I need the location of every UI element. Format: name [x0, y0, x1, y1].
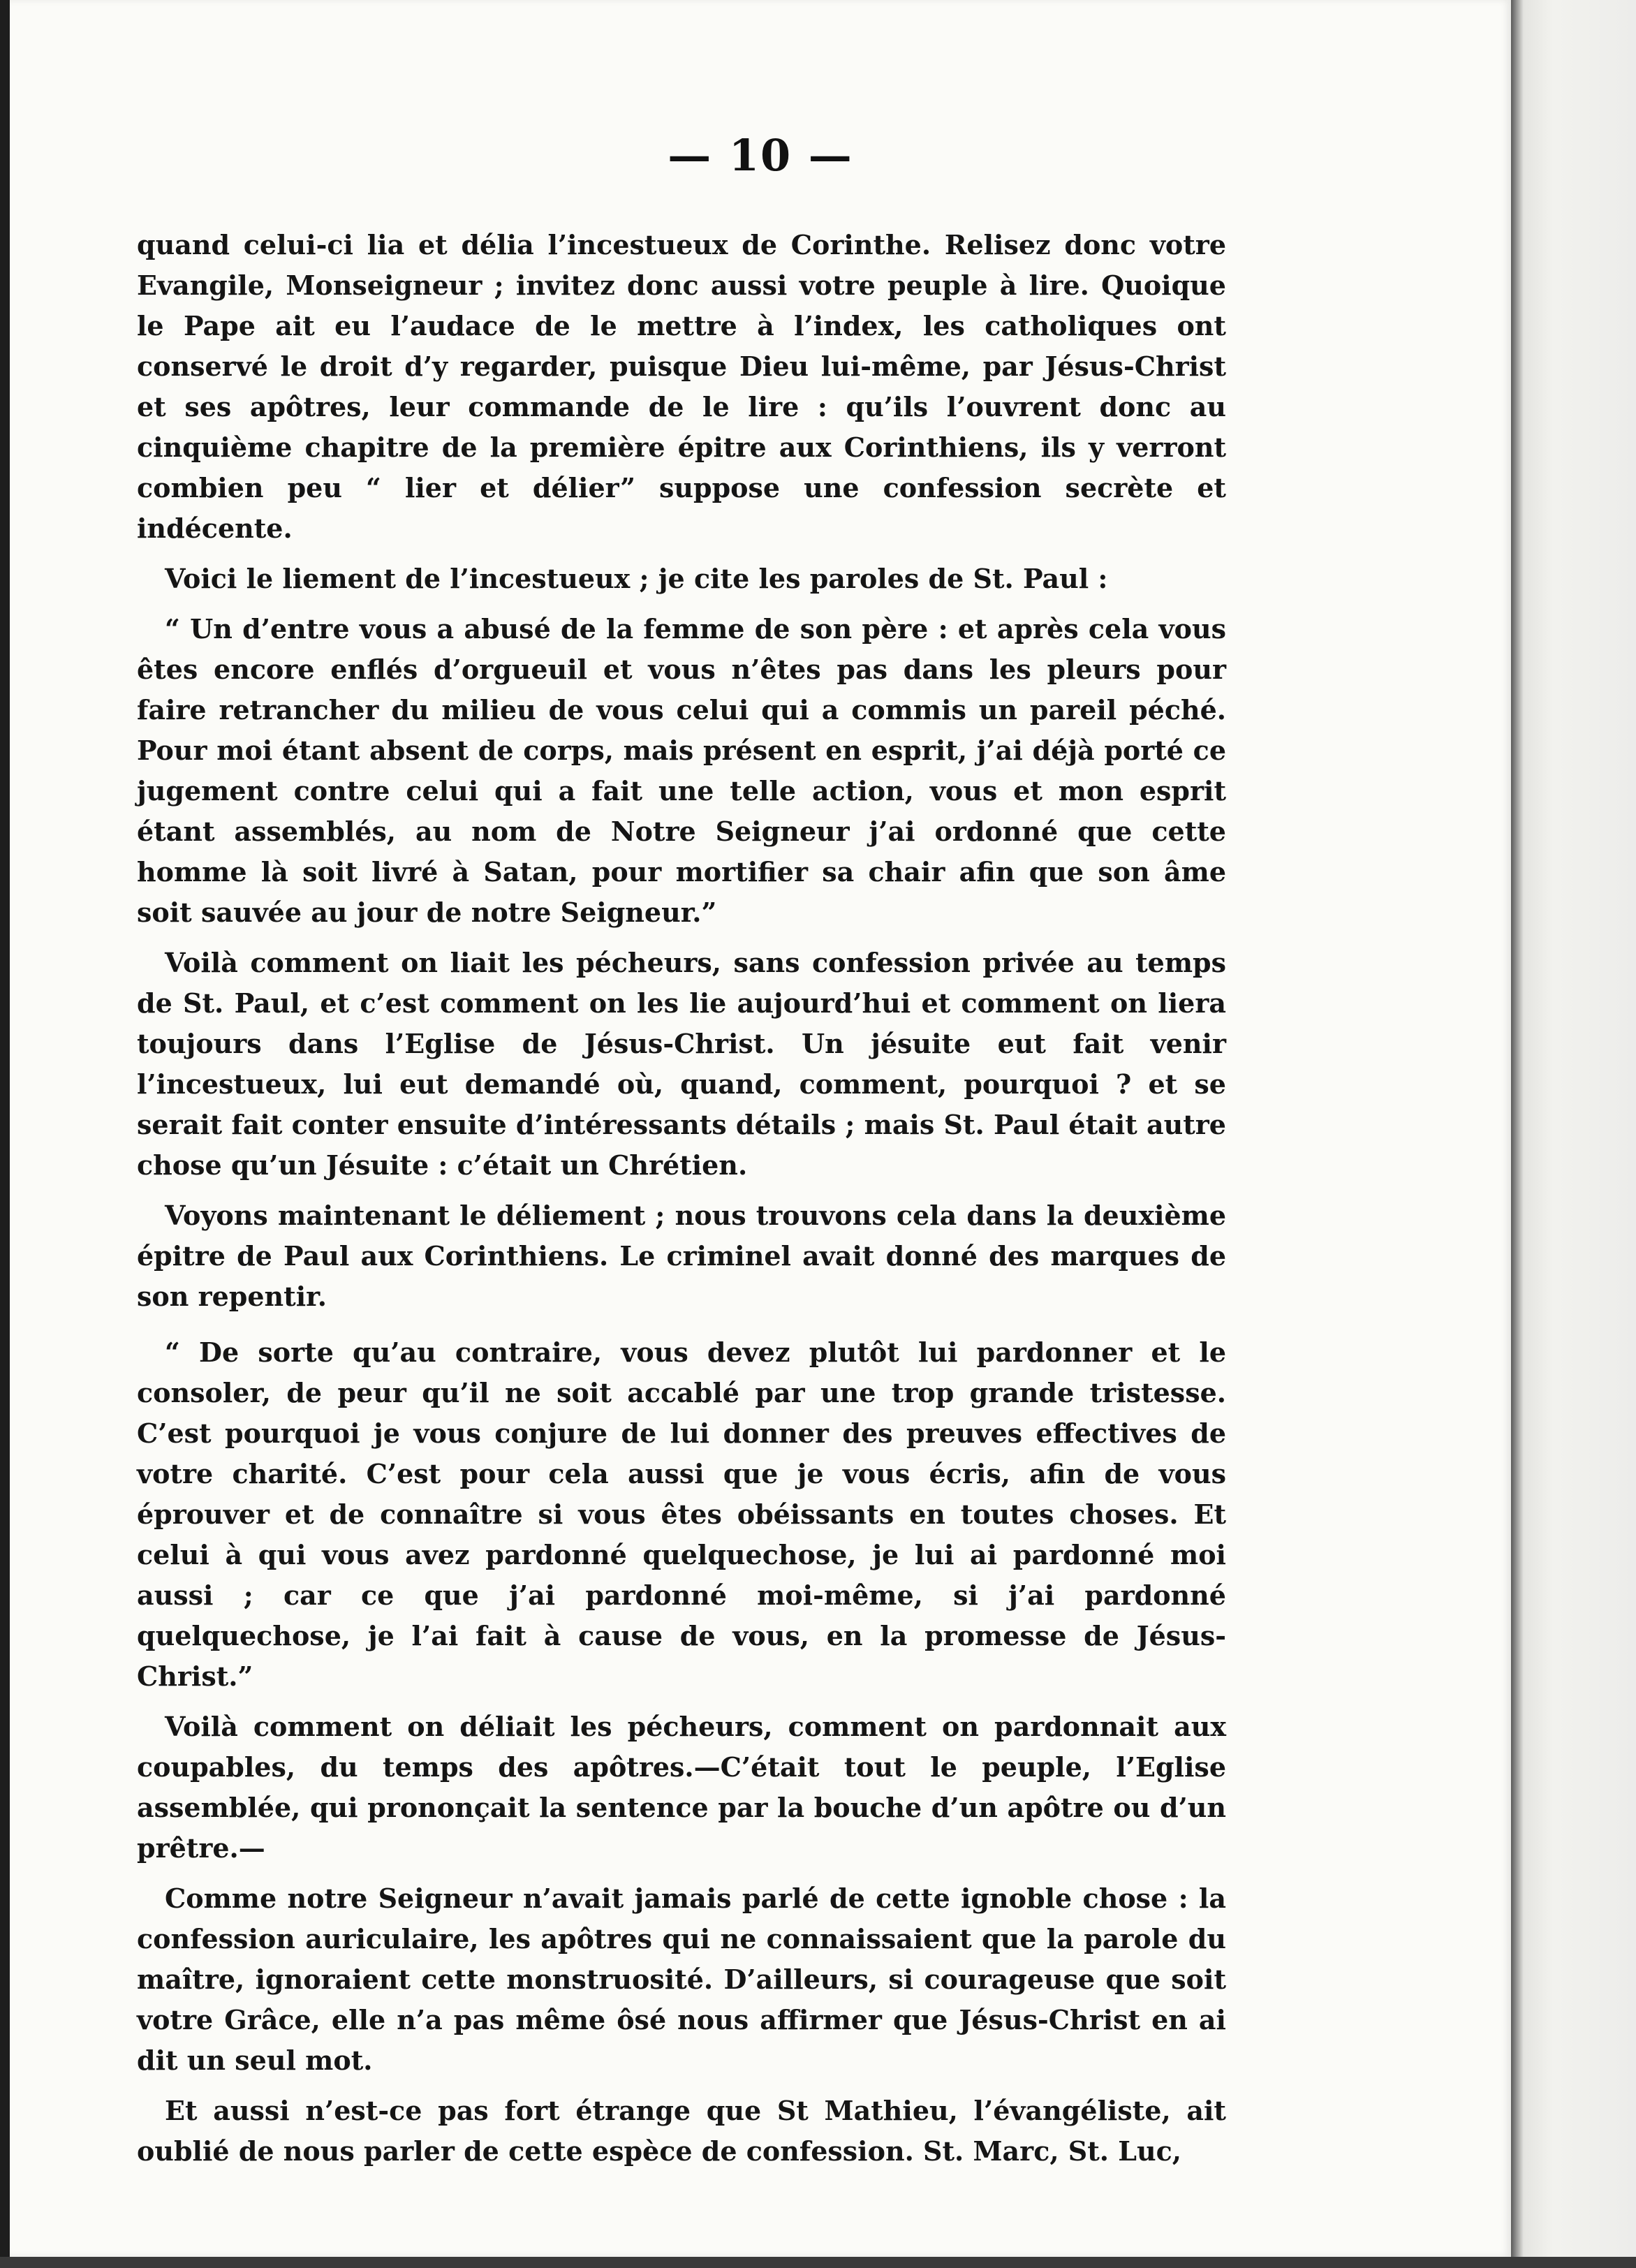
paragraph-4: Voyons maintenant le déliement ; nous trouvons cela dans la deuxième épitre de Paul aux Corinthiens. Le criminel avait donné des marques de son repentir. [137, 1200, 1226, 1312]
scan-bottom-edge [0, 2257, 1636, 2268]
paragraph-5: Voilà comment on déliait les pécheurs, comment on pardonnait aux coupables, du temps des apôtres.—C’était tout le peuple, l’Eglise assemblée, qui prononçait la sentence par la bouche d’un apôtre ou d’un prêtre.— [137, 1711, 1226, 1864]
paragraph-7: Et aussi n’est-ce pas fort étrange que St Mathieu, l’évangéliste, ait oublié de nous parler de cette espèce de confession. St. Marc, St. Luc, [137, 2095, 1226, 2167]
quote-1: “ Un d’entre vous a abusé de la femme de son père : et après cela vous êtes encore enflés d’orgueuil et vous n’êtes pas dans les pleurs pour faire retrancher du milieu de vous celui qui a commis un pareil péché. Pour moi étant absent de corps, mais présent en esprit, j’ai déjà porté ce jugement contre celui qui a fait une telle action, vous et mon esprit étant assemblés, au nom de Notre Seigneur j’ai ordonné que cette homme là soit livré à Satan, pour mortifier sa chair afin que son âme soit sauvée au jour de notre Seigneur.” [137, 613, 1226, 928]
scan-left-edge [0, 0, 10, 2268]
body-text [137, 225, 1226, 2181]
paragraph-6: Comme notre Seigneur n’avait jamais parlé de cette ignoble chose : la confession auriculaire, les apôtres qui ne connaissaient que la parole du maître, ignoraient cette monstruosité. D’ailleurs, si courageuse que soit votre Grâce, elle n’a pas même ôsé nous affirmer que Jésus-Christ en ai dit un seul mot. [137, 1883, 1226, 2076]
scan-right-margin [1511, 0, 1636, 2268]
paragraph-1: quand celui-ci lia et délia l’incestueux de Corinthe. Relisez donc votre Evangile, Monseigneur ; invitez donc aussi votre peuple à lire. Quoique le Pape ait eu l’audace de le mettre à l’index, les catholiques ont conservé le droit d’y regarder, puisque Dieu lui-même, par Jésus-Christ et ses apôtres, leur commande de le lire : qu’ils l’ouvrent donc au cinquième chapitre de la première épitre aux Corinthiens, ils y verront combien peu “ lier et délier” suppose une confession secrète et indécente. [137, 229, 1226, 544]
paragraph-2: Voici le liement de l’incestueux ; je cite les paroles de St. Paul : [165, 563, 1108, 594]
paragraph-3: Voilà comment on liait les pécheurs, sans confession privée au temps de St. Paul, et c’est comment on les lie aujourd’hui et comment on liera toujours dans l’Eglise de Jésus-Christ. Un jésuite eut fait venir l’incestueux, lui eut demandé où, quand, comment, pourquoi ? et se serait fait conter ensuite d’intéressants détails ; mais St. Paul était autre chose qu’un Jésuite : c’était un Chrétien. [137, 947, 1226, 1181]
book-page [10, 0, 1511, 2257]
page-number: — 10 — [668, 130, 853, 181]
quote-2: “ De sorte qu’au contraire, vous devez plutôt lui pardonner et le consoler, de peur qu’il ne soit accablé par une trop grande tristesse. C’est pourquoi je vous conjure de lui donner des preuves effectives de votre charité. C’est pour cela aussi que je vous écris, afin de vous éprouver et de connaître si vous êtes obéissants en toutes choses. Et celui à qui vous avez pardonné quelquechose, je lui ai pardonné moi aussi ; car ce que j’ai pardonné moi-même, si j’ai pardonné quelquechose, je l’ai fait à cause de vous, en la promesse de Jésus-Christ.” [137, 1336, 1226, 1692]
